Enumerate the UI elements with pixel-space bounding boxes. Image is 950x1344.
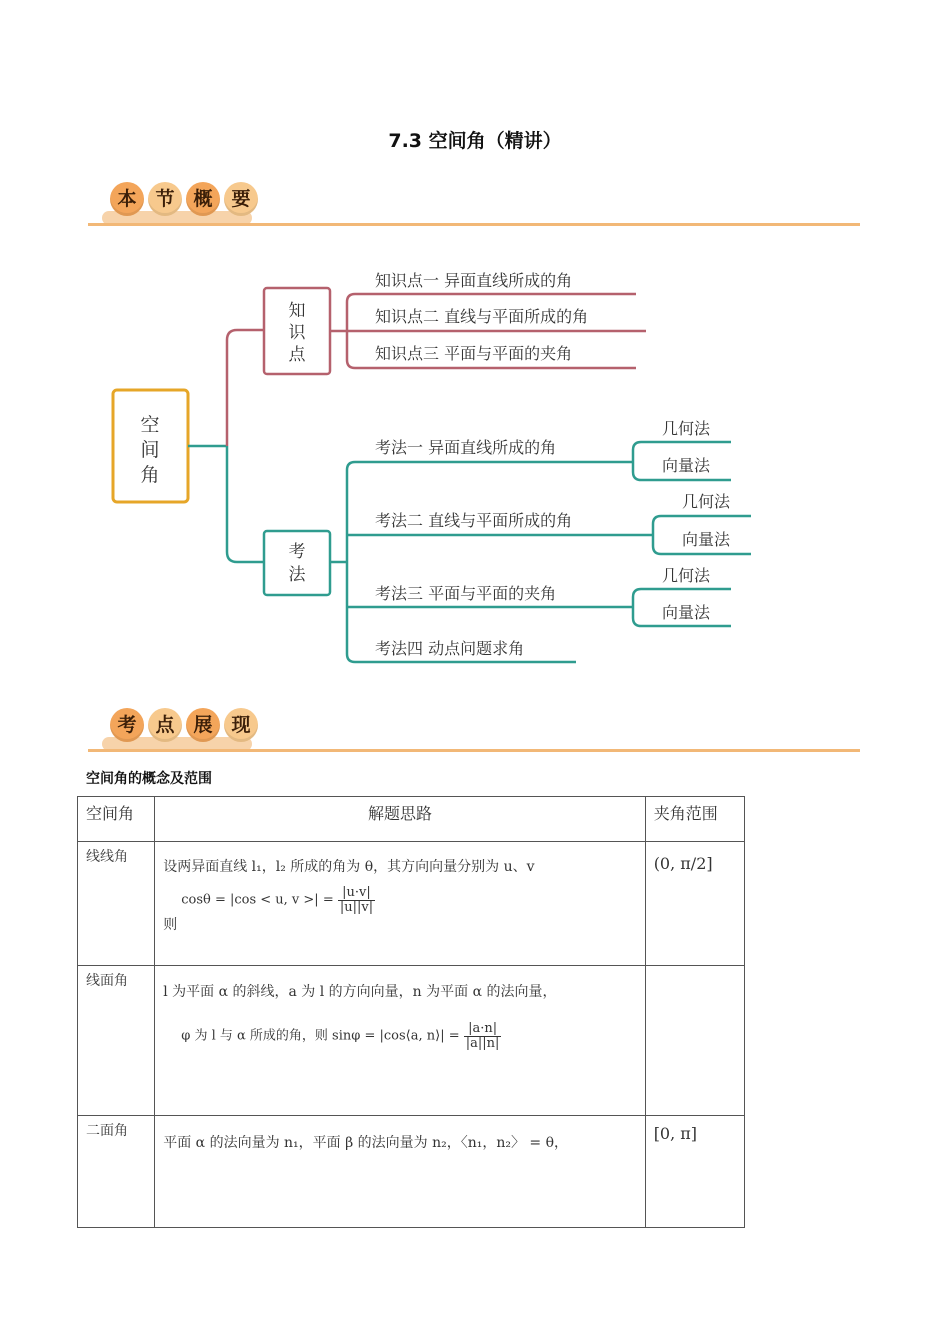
formula-fraction: [338, 886, 375, 914]
connector-methods-trunk: [330, 462, 653, 662]
knowledge-item: 知识点一 异面直线所成的角: [375, 271, 573, 290]
banner-char: 展: [186, 708, 220, 742]
connector-knowledge: [227, 330, 264, 446]
connector-methods: [227, 446, 264, 562]
mindmap-methods-char: 法: [288, 565, 306, 585]
knowledge-item: 知识点二 直线与平面所成的角: [375, 307, 589, 326]
method-item: 考法一 异面直线所成的角: [375, 438, 557, 457]
method-sub: 几何法: [662, 419, 711, 438]
knowledge-item: 知识点三 平面与平面的夹角: [375, 344, 573, 363]
row-range: [645, 966, 744, 1116]
row-formula: [181, 1022, 636, 1050]
method-sub: 几何法: [682, 492, 731, 511]
formula-fraction: [464, 1022, 502, 1050]
mindmap-root-char: 角: [140, 464, 160, 486]
row-tail: 则: [163, 917, 178, 934]
table-header: 空间角: [78, 797, 155, 842]
section-banner-points: [88, 708, 860, 756]
table-header: 夹角范围: [645, 797, 744, 842]
table-header-row: [78, 797, 745, 842]
table-row: [78, 1116, 745, 1228]
banner-char: 点: [148, 708, 182, 742]
fraction-numerator: |a·n|: [464, 1022, 502, 1037]
banner-char: 考: [110, 708, 144, 742]
concept-table: [77, 796, 745, 1228]
mindmap-diagram: [0, 250, 950, 680]
section-label: 空间角的概念及范围: [86, 771, 212, 787]
row-formula: [181, 886, 636, 914]
mindmap-root-char: 间: [140, 439, 160, 461]
table-row: [78, 842, 745, 966]
method-sub: 几何法: [662, 566, 711, 585]
formula-lhs: cosθ = |cos < u, v >| =: [181, 892, 334, 908]
fraction-numerator: |u·v|: [338, 886, 375, 901]
method-sub: 向量法: [662, 456, 711, 475]
row-text: l 为平面 α 的斜线，a 为 l 的方向向量，n 为平面 α 的法向量，: [163, 984, 557, 1000]
banner-char: 现: [224, 708, 258, 742]
mindmap-root-char: 空: [140, 414, 160, 436]
row-content: [155, 842, 645, 966]
mindmap-knowledge-char: 点: [288, 345, 306, 365]
method-item: 考法三 平面与平面的夹角: [375, 584, 557, 603]
table-header: 解题思路: [155, 797, 645, 842]
row-text: 平面 α 的法向量为 n₁，平面 β 的法向量为 n₂，〈n₁，n₂〉 = θ，: [163, 1135, 569, 1151]
banner-char: 要: [224, 182, 258, 216]
row-name: 线线角: [78, 842, 155, 966]
method-sub: 向量法: [662, 603, 711, 622]
banner-char: 本: [110, 182, 144, 216]
banner-rule: [88, 749, 860, 752]
method-item: 考法四 动点问题求角: [375, 639, 525, 658]
formula-lhs: φ 为 l 与 α 所成的角，则 sinφ = |cos⟨a, n⟩| =: [181, 1028, 460, 1044]
mindmap-knowledge-char: 识: [288, 323, 306, 343]
mindmap-knowledge-char: 知: [288, 301, 306, 321]
row-text: 设两异面直线 l₁，l₂ 所成的角为 θ，其方向向量分别为 u、v: [163, 859, 535, 875]
banner-char: 节: [148, 182, 182, 216]
row-content: [155, 966, 645, 1116]
row-content: [155, 1116, 645, 1228]
fraction-denominator: |u||v|: [339, 899, 374, 915]
page-title: 7.3 空间角（精讲）: [388, 130, 562, 152]
row-range: [0, π]: [645, 1116, 744, 1228]
method-sub: 向量法: [682, 530, 731, 549]
mindmap-methods-box: [264, 531, 330, 595]
mindmap-methods-char: 考: [288, 542, 306, 562]
row-name: 线面角: [78, 966, 155, 1116]
row-range: (0, π/2]: [645, 842, 744, 966]
row-name: 二面角: [78, 1116, 155, 1228]
banner-char: 概: [186, 182, 220, 216]
section-banner-overview: [88, 182, 860, 230]
table-row: [78, 966, 745, 1116]
banner-rule: [88, 223, 860, 226]
fraction-denominator: |a||n|: [465, 1035, 500, 1051]
method-item: 考法二 直线与平面所成的角: [375, 511, 573, 530]
